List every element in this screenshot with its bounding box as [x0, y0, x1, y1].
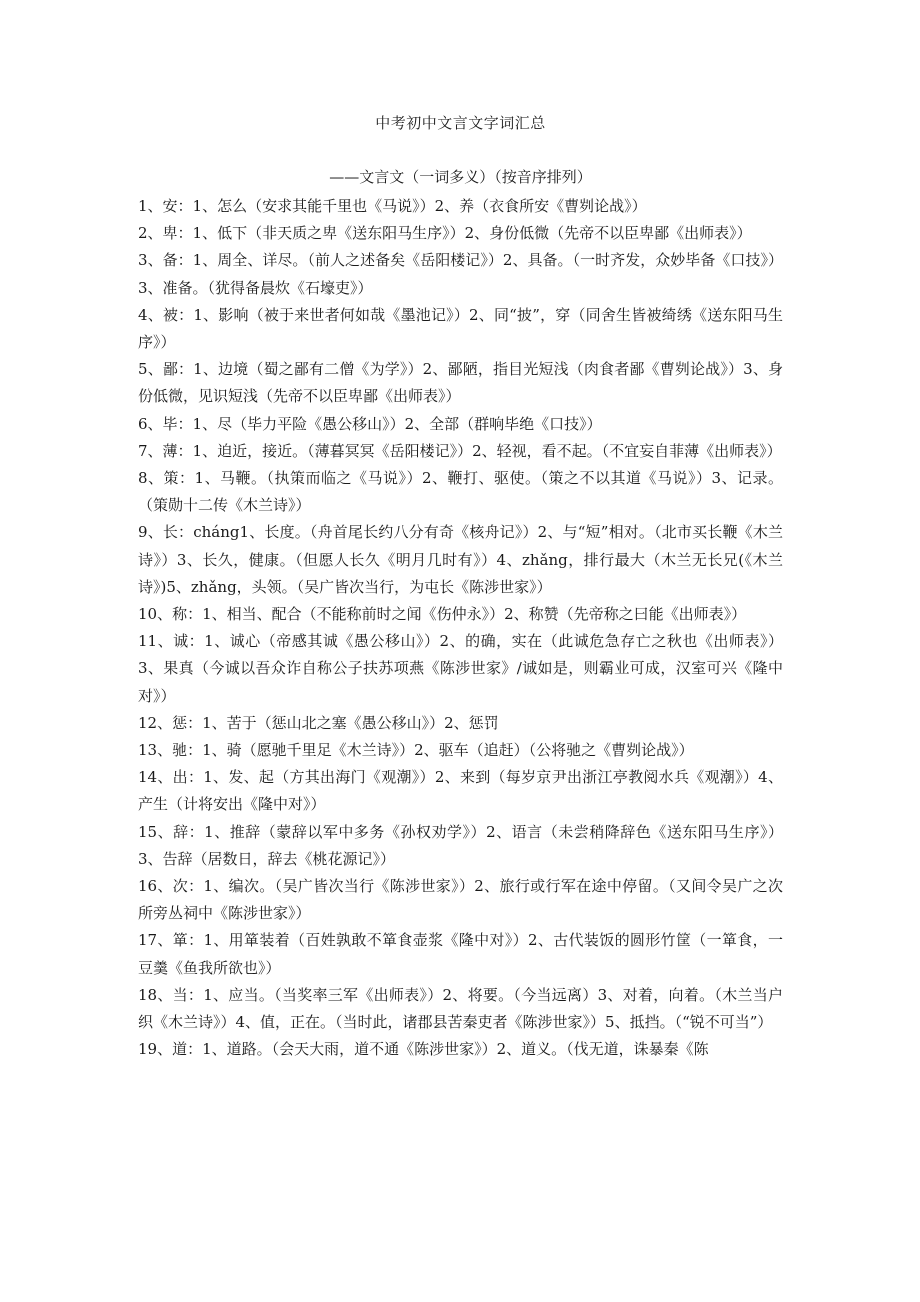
- entry-18: 18、当：1、应当。（当奖率三军《出师表》）2、将要。（今当远离）3、对着，向着。（木兰当户织《木兰诗》）4、值，正在。（当时此，诸郡县苦秦吏者《陈涉世家》）5、抵挡。（“锐不可当”）: [138, 985, 783, 1032]
- entry-3: 3、备：1、周全、详尽。（前人之述备矣《岳阳楼记》）2、具备。（一时齐发，众妙毕备《口技》）3、准备。（犹得备晨炊《石壕吏》）: [138, 251, 783, 297]
- entry-9: 9、长：cháng1、长度。（舟首尾长约八分有奇《核舟记》）2、与“短”相对。（北市买长鞭《木兰诗》）3、长久，健康。（但愿人长久《明月几时有》）4、zhǎng，排行最大（木兰无长兄(《木兰诗》)5、zhǎng，头领。（吴广皆次当行，为屯长《陈涉世家》）: [138, 523, 783, 596]
- entry-17: 17、箪：1、用箪装着（百姓孰敢不箪食壶浆《隆中对》）2、古代装饭的圆形竹筐（一箪食，一豆羹《鱼我所欲也》）: [138, 931, 783, 977]
- entry-11: 11、诚：1、诚心（帝感其诚《愚公移山》）2、的确，实在（此诚危急存亡之秋也《出师表》）3、果真（今诚以吾众诈自称公子扶苏项燕《陈涉世家》/诚如是，则霸业可成，汉室可兴《隆中对》）: [138, 632, 783, 705]
- entry-4: 4、被：1、影响（被于来世者何如哉《墨池记》）2、同“披”，穿（同舍生皆被绮绣《送东阳马生序》）: [138, 305, 783, 352]
- entry-10: 10、称：1、相当、配合（不能称前时之闻《伤仲永》）2、称赞（先帝称之曰能《出师表》）: [138, 605, 747, 624]
- entry-13: 13、驰：1、骑（愿驰千里足《木兰诗》）2、驱车（追赶）（公将驰之《曹刿论战》）: [138, 741, 694, 760]
- entry-7: 7、薄：1、迫近，接近。（薄暮冥冥《岳阳楼记》）2、轻视，看不起。（不宜妄自菲薄《出师表》）: [138, 441, 782, 460]
- entry-14: 14、出：1、发、起（方其出海门《观潮》）2、来到（每岁京尹出浙江亭教阅水兵《观潮》）4、产生（计将安出《隆中对》）: [138, 768, 783, 814]
- document-title: 中考初中文言文字词汇总: [375, 114, 546, 132]
- document-subtitle: ——文言文（一词多义）（按音序排列）: [329, 168, 592, 186]
- entry-5: 5、鄙：1、边境（蜀之鄙有二僧《为学》）2、鄙陋，指目光短浅（肉食者鄙《曹刿论战》）3、身份低微，见识短浅（先帝不以臣卑鄙《出师表》）: [138, 360, 783, 406]
- entry-list: [138, 193, 783, 1064]
- entry-15: 15、辞：1、推辞（蒙辞以军中多务《孙权劝学》）2、语言（未尝稍降辞色《送东阳马生序》）3、告辞（居数日，辞去《桃花源记》）: [138, 822, 783, 868]
- entry-2: 2、卑：1、低下（非天质之卑《送东阳马生序》）2、身份低微（先帝不以臣卑鄙《出师表》）: [138, 224, 752, 243]
- entry-12: 12、惩：1、苦于（惩山北之塞《愚公移山》）2、惩罚: [138, 713, 499, 732]
- entry-19: 19、道：1、道路。（会天大雨，道不通《陈涉世家》）2、道义。（伐无道，诛暴秦《陈: [138, 1040, 709, 1059]
- entry-1: 1、安：1、怎么（安求其能千里也《马说》）2、养（衣食所安《曹刿论战》）: [138, 197, 647, 215]
- entry-16: 16、次：1、编次。（吴广皆次当行《陈涉世家》）2、旅行或行军在途中停留。（又间令吴广之次所旁丛祠中《陈涉世家》）: [138, 877, 783, 923]
- entry-6: 6、毕：1、尽（毕力平险《愚公移山》）2、全部（群响毕绝《口技》）: [138, 414, 602, 433]
- entry-8: 8、策：1、马鞭。（执策而临之《马说》）2、鞭打、驱使。（策之不以其道《马说》）3、记录。（策勋十二传《木兰诗》）: [138, 469, 783, 515]
